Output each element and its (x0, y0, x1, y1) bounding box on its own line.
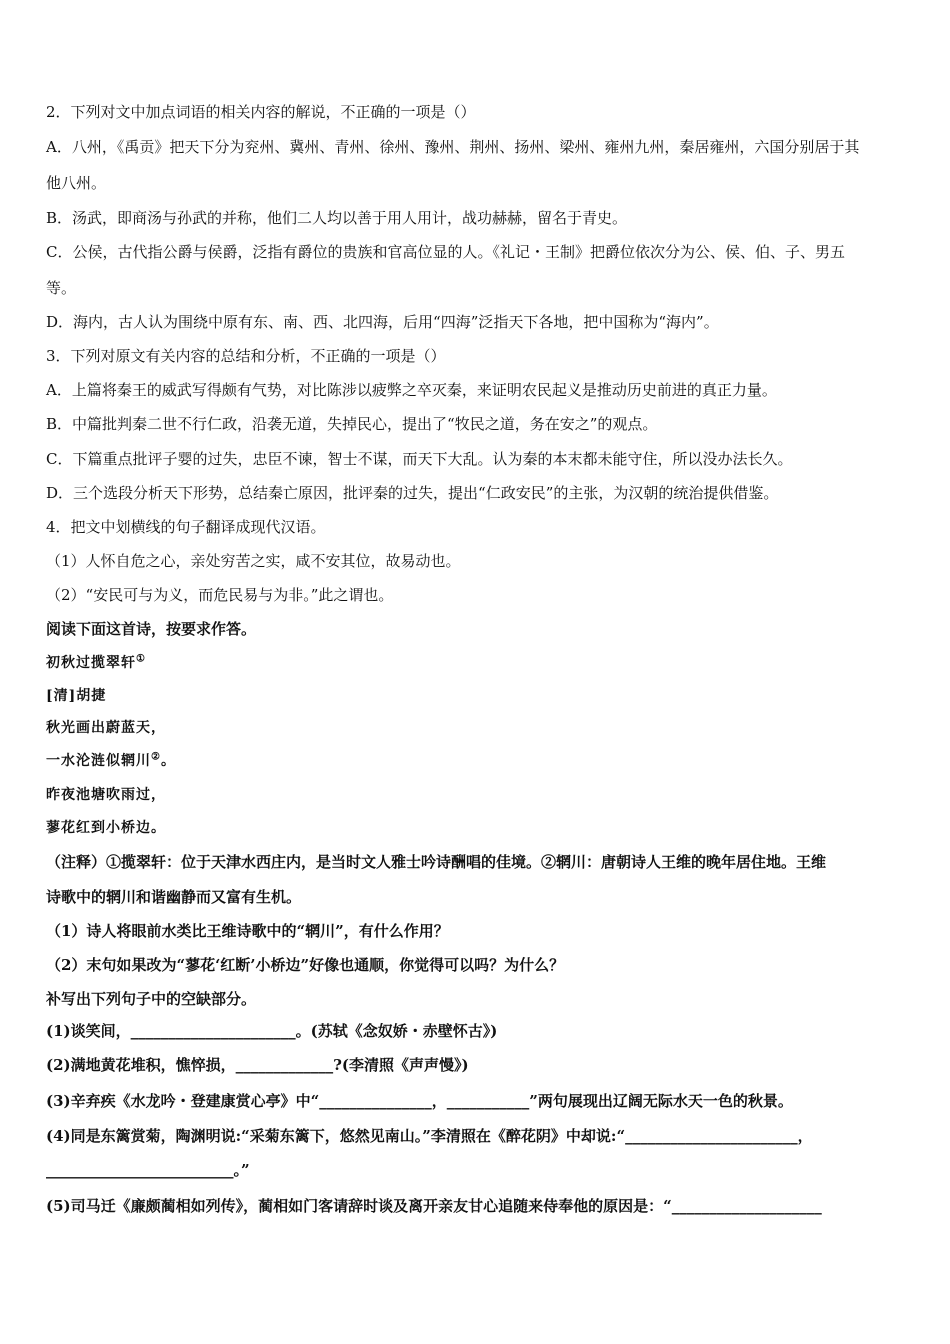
question-4-item-1: （1）人怀自危之心，亲处穷苦之实，咸不安其位，故易动也。 (46, 552, 461, 570)
poem-author: [清]胡捷 (46, 688, 107, 704)
poem-title-text: 初秋过揽翠轩 (46, 655, 136, 671)
question-2-option-a-line2: 他八州。 (46, 174, 107, 192)
poem-sub-question-2: （2）末句如果改为“蓼花‘红断’小桥边”好像也通顺，你觉得可以吗？为什么？ (46, 956, 565, 974)
fill-instruction: 补写出下列句子中的空缺部分。 (46, 990, 257, 1008)
question-3-option-c: C．下篇重点批评子婴的过失，忠臣不谏，智士不谋，而天下大乱。认为秦的本末都未能守住，所以没办法长久。 (46, 450, 793, 468)
fill-item-3: (3)辛弃疾《水龙吟・登建康赏心亭》中“_______________，___________”两句展现出辽阔无际水天一色的秋景。 (46, 1092, 793, 1110)
question-2-option-c-line2: 等。 (46, 279, 77, 297)
fill-item-2: (2)满地黄花堆积，憔悴损，_____________?(李清照《声声慢》) (46, 1056, 469, 1074)
question-3-option-d: D．三个选段分析天下形势，总结秦亡原因，批评秦的过失，提出“仁政安民”的主张，为汉朝的统治提供借鉴。 (46, 484, 779, 502)
poem-sub-question-1: （1）诗人将眼前水类比王维诗歌中的“辋川”，有什么作用？ (46, 922, 449, 940)
poem-line-2-text: 一水沦涟似辋川 (46, 753, 151, 769)
poem-line-2-note: ② (151, 751, 161, 763)
poem-annotation-line2: 诗歌中的辋川和谐幽静而又富有生机。 (46, 888, 302, 906)
question-2-option-b: B．汤武，即商汤与孙武的并称，他们二人均以善于用人用计，战功赫赫，留名于青史。 (46, 209, 628, 227)
poem-annotation-line1: （注释）①揽翠轩：位于天津水西庄内，是当时文人雅士吟诗酬唱的佳境。②辋川：唐朝诗人王维的晚年居住地。王维 (46, 853, 827, 871)
poem-title-note: ① (136, 653, 146, 665)
question-3-option-a: A．上篇将秦王的威武写得颇有气势，对比陈涉以疲弊之卒灭秦，来证明农民起义是推动历史前进的真正力量。 (46, 381, 777, 399)
poem-line-4: 蓼花红到小桥边。 (46, 820, 166, 836)
question-2-option-a-line1: A．八州，《禹贡》把天下分为兖州、冀州、青州、徐州、豫州、荆州、扬州、梁州、雍州九州，秦居雍州，六国分别居于其 (46, 138, 860, 156)
question-4-item-2: （2）“安民可与为义，而危民易与为非。”此之谓也。 (46, 586, 394, 604)
question-2-option-c-line1: C．公侯，古代指公爵与侯爵，泛指有爵位的贵族和官高位显的人。《礼记・王制》把爵位依次分为公、侯、伯、子、男五 (46, 243, 845, 261)
question-2-option-d: D．海内，古人认为围绕中原有东、南、西、北四海，后用“四海”泛指天下各地，把中国称为“海内”。 (46, 313, 719, 331)
question-2-stem: 2．下列对文中加点词语的相关内容的解说，不正确的一项是（） (46, 103, 476, 121)
fill-item-4-line1: (4)同是东篱赏菊，陶渊明说:“采菊东篱下，悠然见南山。”李清照在《醉花阴》中却说:“_______________________， (46, 1127, 813, 1145)
poem-line-3: 昨夜池塘吹雨过， (46, 787, 166, 803)
question-3-option-b: B．中篇批判秦二世不行仁政，沿袭无道，失掉民心，提出了“牧民之道，务在安之”的观点。 (46, 415, 658, 433)
poem-line-2-end: 。 (160, 753, 176, 769)
poem-line-1: 秋光画出蔚蓝天， (46, 720, 166, 736)
question-4-stem: 4．把文中划横线的句子翻译成现代汉语。 (46, 518, 326, 536)
poem-line-2 (46, 751, 908, 771)
fill-item-1: (1)谈笑间，______________________。(苏轼《念奴娇・赤壁怀古》) (46, 1022, 498, 1040)
fill-item-4-line2: _________________________。” (46, 1161, 250, 1179)
fill-item-5: (5)司马迁《廉颇蔺相如列传》，蔺相如门客请辞时谈及离开亲友甘心追随来侍奉他的原因是：“____________________ (46, 1197, 822, 1215)
question-3-stem: 3．下列对原文有关内容的总结和分析，不正确的一项是（） (46, 347, 446, 365)
poem-title (46, 653, 908, 673)
poem-instruction: 阅读下面这首诗，按要求作答。 (46, 620, 257, 638)
